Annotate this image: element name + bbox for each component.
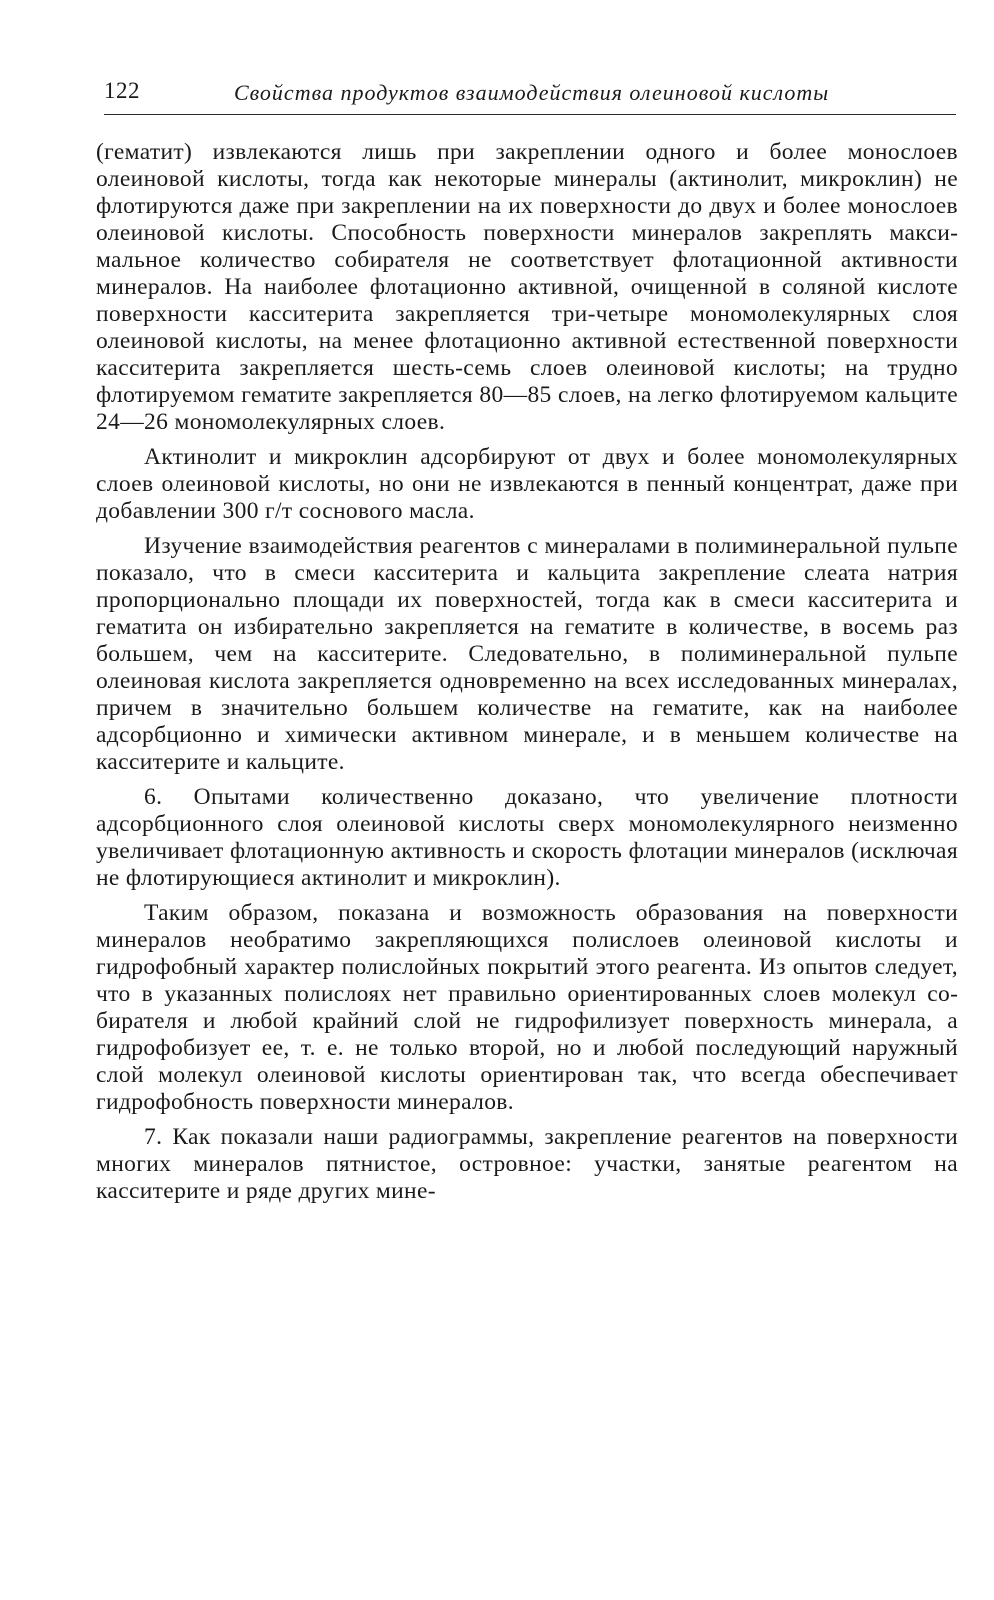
paragraph-continued: (гематит) извлекаются лишь при закреплении одного и более монослоев олеиновой кислоты, тогда как некоторые минералы (актинолит, микроклин) не флотируются даже при закреплении на их поверхности до двух и более монослоев олеиновой кислоты. Способность поверхности минералов закреплять максимальное количество собирателя не соответствует флотационной активности минералов. На наиболее флотационно активной, очищенной в соляной кислоте поверхности касситерита закрепляется три-четыре мономолекулярных слоя олеиновой кислоты, на менее флотационно активной естественной поверхности касситерита закрепляется шесть-семь слоев олеиновой кислоты; на трудно флотируемом гематите закрепляется 80—85 слоев, на легко флотируемом кальците 24—26 мономолекулярных слоев. [96, 139, 958, 435]
running-title: Свойства продуктов взаимодействия олеиновой кислоты [234, 80, 830, 105]
paragraph-polymineral: Изучение взаимодействия реагентов с минералами в полиминеральной пульпе показало, что в смеси касситерита и кальцита закрепление слеата натрия пропорционально площади их поверхностей, тогда как в смеси касситерита и гематита он избирательно закрепляется на гематите в количестве, в восемь раз большем, чем на касситерите. Следовательно, в полиминеральной пульпе олеиновая кислота закрепляется одновременно на всех исследованных минералах, причем в значительно большем количестве на гематите, как на наиболее адсорбционно и химически активном минерале, и в меньшем количестве на касситерите и кальците. [96, 533, 958, 775]
page-number: 122 [104, 78, 140, 103]
paragraph-point-7: 7. Как показали наши радиограммы, закрепление реагентов на поверхности многих минералов пятнистое, островное: участки, занятые реагентом на касситерите и ряде других мине- [96, 1124, 958, 1204]
running-header [104, 78, 956, 112]
paragraph-conclusion: Таким образом, показана и возможность образования на поверхности минералов необратимо закрепляющихся полислоев олеиновой кислоты и гидрофобный характер полислойных покрытий этого реагента. Из опытов следует, что в указанных полислоях нет правильно ориентированных слоев молекул собирателя и любой крайний слой не гидрофилизует поверхность минерала, а гидрофобизует ее, т. е. не только второй, но и любой последующий наружный слой молекул олеиновой кислоты ориентирован так, что всегда обеспечивает гидрофобность поверхности минералов. [96, 900, 958, 1115]
paragraph-actinolite: Актинолит и микроклин адсорбируют от двух и более мономолекулярных слоев олеиновой кислоты, но они не извлекаются в пенный концентрат, даже при добавлении 300 г/т соснового масла. [96, 444, 958, 524]
header-rule [104, 114, 956, 115]
paragraph-point-6: 6. Опытами количественно доказано, что увеличение плотности адсорбционного слоя олеиновой кислоты сверх мономолекулярного неизменно увеличивает флотационную активность и скорость флотации минералов (исключая не флотирующиеся актинолит и микроклин). [96, 784, 958, 891]
body-text [96, 139, 958, 1205]
